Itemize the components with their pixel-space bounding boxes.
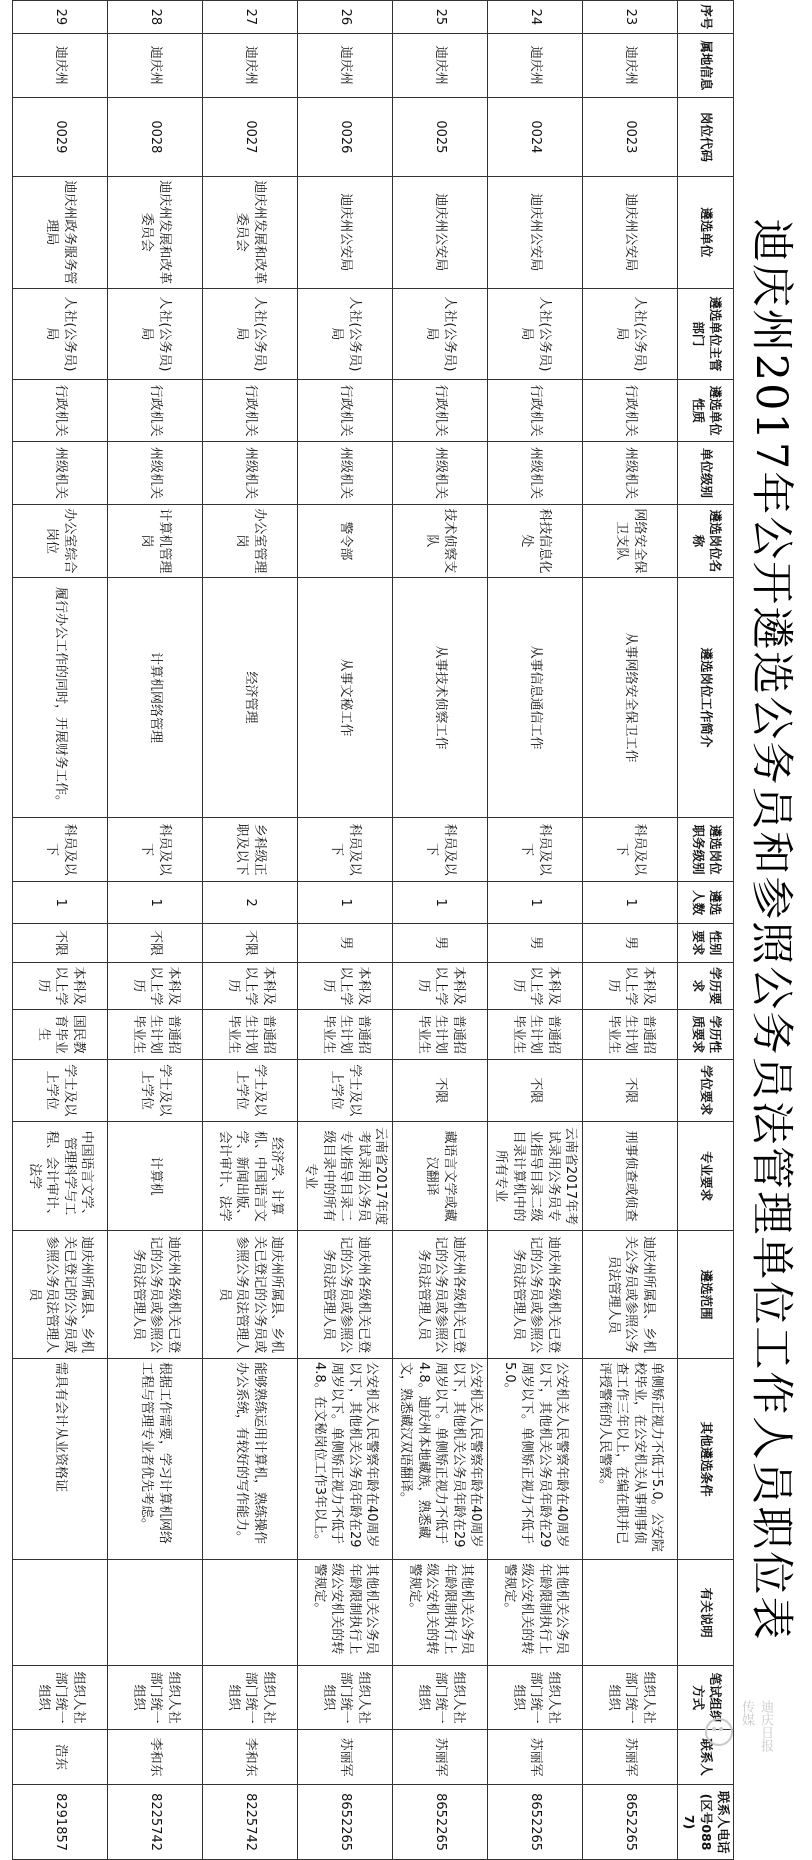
cell-major: 云南省2017年度考试录用公务员专业指导目录二级目录中的所有专业 bbox=[298, 1121, 393, 1230]
cell-count: 1 bbox=[298, 882, 393, 924]
cell-education: 本科及以上学历 bbox=[108, 962, 203, 1010]
cell-description: 从事网络安全保卫工作 bbox=[583, 578, 678, 818]
cell-education: 本科及以上学历 bbox=[13, 962, 108, 1010]
cell-edu-type: 普通招生计划毕业生 bbox=[393, 1010, 488, 1059]
cell-other: 需具有会计从业资格证 bbox=[13, 1359, 108, 1560]
cell-major: 计算机 bbox=[108, 1121, 203, 1230]
cell-other: 能够熟练运用计算机，熟练操作办公系统，有较好的写作能力。 bbox=[203, 1359, 298, 1560]
header-cell-nature: 遴选单位性质 bbox=[678, 380, 734, 442]
cell-phone: 8652265 bbox=[393, 1785, 488, 1860]
document-title: 迪庆州2017年公开遴选公务员和参照公务员法管理单位工作人员职位表 bbox=[746, 218, 796, 1642]
table-row bbox=[203, 1, 298, 1860]
cell-level: 州级机关 bbox=[13, 442, 108, 504]
cell-edu-type: 普通招生计划毕业生 bbox=[488, 1010, 583, 1059]
header-cell-location: 属地信息 bbox=[678, 33, 734, 97]
cell-level: 州级机关 bbox=[583, 442, 678, 504]
header-cell-notes: 有关说明 bbox=[678, 1560, 734, 1666]
cell-code: 0024 bbox=[488, 97, 583, 176]
cell-degree: 不限 bbox=[488, 1059, 583, 1121]
cell-seq: 28 bbox=[108, 1, 203, 34]
cell-description: 从事信息通信工作 bbox=[488, 578, 583, 818]
cell-exam: 组织人社部门统一组织 bbox=[393, 1666, 488, 1730]
header-cell-rank: 遴选岗位职务级别 bbox=[678, 818, 734, 882]
cell-major: 经济学、计算机、中国语言文学、新闻出版、会计审计、法学 bbox=[203, 1121, 298, 1230]
watermark-text: 迪庆日报传媒 bbox=[739, 1700, 773, 1752]
cell-contact: 苏丽军 bbox=[298, 1730, 393, 1785]
cell-degree: 学士及以上学位 bbox=[203, 1059, 298, 1121]
cell-rank: 科员及以下 bbox=[13, 818, 108, 882]
header-cell-position: 遴选岗位名称 bbox=[678, 504, 734, 577]
table-row bbox=[583, 1, 678, 1860]
cell-scope: 迪庆州所属县、乡机关公务员或参照公务员法管理人员 bbox=[583, 1231, 678, 1359]
cell-description: 计算机网络管理 bbox=[108, 578, 203, 818]
cell-code: 0025 bbox=[393, 97, 488, 176]
cell-position: 办公室综合岗位 bbox=[13, 504, 108, 577]
cell-scope: 迪庆州所属县、乡机关已登记的公务员或参照公务员法管理人员 bbox=[13, 1231, 108, 1359]
cell-count: 1 bbox=[488, 882, 583, 924]
cell-nature: 行政机关 bbox=[203, 380, 298, 442]
cell-notes bbox=[583, 1560, 678, 1666]
cell-other: 公安机关人民警察年龄在40周岁以下，其他机关公务员年龄在29周岁以下。单侧矫正视力不低于5.0。 bbox=[488, 1359, 583, 1560]
cell-contact: 浩东 bbox=[13, 1730, 108, 1785]
cell-count: 1 bbox=[108, 882, 203, 924]
cell-gender: 不限 bbox=[203, 924, 298, 962]
cell-notes bbox=[108, 1560, 203, 1666]
cell-exam: 组织人社部门统一组织 bbox=[203, 1666, 298, 1730]
cell-level: 州级机关 bbox=[203, 442, 298, 504]
cell-dept: 人社(公务员)局 bbox=[13, 288, 108, 379]
cell-location: 迪庆州 bbox=[488, 33, 583, 97]
cell-gender: 男 bbox=[298, 924, 393, 962]
cell-gender: 男 bbox=[583, 924, 678, 962]
cell-position: 警令部 bbox=[298, 504, 393, 577]
cell-degree: 学士及以上学位 bbox=[298, 1059, 393, 1121]
header-cell-contact: 联系人 bbox=[678, 1730, 734, 1785]
cell-contact: 李和东 bbox=[203, 1730, 298, 1785]
cell-phone: 8652265 bbox=[298, 1785, 393, 1860]
table-row bbox=[298, 1, 393, 1860]
cell-rank: 科员及以下 bbox=[488, 818, 583, 882]
cell-dept: 人社(公务员)局 bbox=[583, 288, 678, 379]
cell-other: 根据工作需要，学习计算机网络工程与管理专业者优先考虑。 bbox=[108, 1359, 203, 1560]
cell-contact: 苏丽军 bbox=[583, 1730, 678, 1785]
cell-location: 迪庆州 bbox=[583, 33, 678, 97]
cell-major: 云南省2017年考试录用公务员专业指导目录二级目录计算机中的所有专业 bbox=[488, 1121, 583, 1230]
table-row bbox=[108, 1, 203, 1860]
cell-position: 办公室管理岗 bbox=[203, 504, 298, 577]
position-table bbox=[12, 0, 734, 1860]
cell-unit: 迪庆州公安局 bbox=[298, 176, 393, 288]
header-cell-degree: 学位要求 bbox=[678, 1059, 734, 1121]
cell-nature: 行政机关 bbox=[393, 380, 488, 442]
cell-seq: 29 bbox=[13, 1, 108, 34]
cell-phone: 8652265 bbox=[583, 1785, 678, 1860]
cell-degree: 不限 bbox=[393, 1059, 488, 1121]
cell-exam: 组织人社部门统一组织 bbox=[108, 1666, 203, 1730]
cell-phone: 8652265 bbox=[488, 1785, 583, 1860]
header-cell-seq: 序号 bbox=[678, 1, 734, 34]
cell-unit: 迪庆州发展和改革委员会 bbox=[203, 176, 298, 288]
header-cell-level: 单位级别 bbox=[678, 442, 734, 504]
cell-count: 1 bbox=[583, 882, 678, 924]
cell-education: 本科及以上学历 bbox=[298, 962, 393, 1010]
cell-phone: 8225742 bbox=[108, 1785, 203, 1860]
header-row bbox=[678, 1, 734, 1860]
cell-nature: 行政机关 bbox=[583, 380, 678, 442]
cell-dept: 人社(公务员)局 bbox=[108, 288, 203, 379]
cell-phone: 8291857 bbox=[13, 1785, 108, 1860]
cell-rank: 科员及以下 bbox=[583, 818, 678, 882]
header-cell-exam: 笔试组织方式 bbox=[678, 1666, 734, 1730]
cell-exam: 组织人社部门统一组织 bbox=[488, 1666, 583, 1730]
cell-dept: 人社(公务员)局 bbox=[298, 288, 393, 379]
cell-seq: 26 bbox=[298, 1, 393, 34]
cell-nature: 行政机关 bbox=[108, 380, 203, 442]
cell-edu-type: 普通招生计划毕业生 bbox=[203, 1010, 298, 1059]
header-cell-edu-type: 学历性质要求 bbox=[678, 1010, 734, 1059]
cell-contact: 苏丽军 bbox=[488, 1730, 583, 1785]
cell-contact: 苏丽军 bbox=[393, 1730, 488, 1785]
cell-scope: 迪庆州各级机关已登记的公务员或参照公务员法管理人员 bbox=[108, 1231, 203, 1359]
cell-code: 0026 bbox=[298, 97, 393, 176]
table-row bbox=[393, 1, 488, 1860]
cell-gender: 不限 bbox=[108, 924, 203, 962]
cell-unit: 迪庆州公安局 bbox=[488, 176, 583, 288]
cell-degree: 学士及以上学位 bbox=[13, 1059, 108, 1121]
header-cell-education: 学历要求 bbox=[678, 962, 734, 1010]
cell-notes bbox=[203, 1560, 298, 1666]
cell-nature: 行政机关 bbox=[13, 380, 108, 442]
cell-level: 州级机关 bbox=[108, 442, 203, 504]
cell-description: 履行办公工作的同时，开展财务工作。 bbox=[13, 578, 108, 818]
cell-position: 科技信息化处 bbox=[488, 504, 583, 577]
cell-unit: 迪庆州发展和改革委员会 bbox=[108, 176, 203, 288]
cell-degree: 不限 bbox=[583, 1059, 678, 1121]
cell-location: 迪庆州 bbox=[108, 33, 203, 97]
header-cell-dept: 遴选单位主管部门 bbox=[678, 288, 734, 379]
cell-code: 0028 bbox=[108, 97, 203, 176]
cell-unit: 迪庆州政务服务管理局 bbox=[13, 176, 108, 288]
cell-education: 本科及以上学历 bbox=[203, 962, 298, 1010]
cell-level: 州级机关 bbox=[488, 442, 583, 504]
header-cell-count: 遴选人数 bbox=[678, 882, 734, 924]
cell-major: 刑事侦查或侦查 bbox=[583, 1121, 678, 1230]
cell-count: 2 bbox=[203, 882, 298, 924]
header-cell-description: 遴选岗位工作简介 bbox=[678, 578, 734, 818]
header-cell-gender: 性别要求 bbox=[678, 924, 734, 962]
cell-gender: 男 bbox=[393, 924, 488, 962]
cell-rank: 科员及以下 bbox=[393, 818, 488, 882]
cell-edu-type: 普通招生计划毕业生 bbox=[583, 1010, 678, 1059]
cell-rank: 科员及以下 bbox=[108, 818, 203, 882]
cell-seq: 27 bbox=[203, 1, 298, 34]
cell-exam: 组织人社部门统一组织 bbox=[298, 1666, 393, 1730]
cell-notes: 其他机关公务员年龄限制执行上级公安机关的转警规定。 bbox=[488, 1560, 583, 1666]
cell-scope: 迪庆州所属县、乡机关已登记的公务员或参照公务员法管理人员 bbox=[203, 1231, 298, 1359]
cell-scope: 迪庆州各级机关已登记的公务员或参照公务员法管理人员 bbox=[393, 1231, 488, 1359]
cell-rank: 科员及以下 bbox=[298, 818, 393, 882]
cell-description: 从事技术侦察工作 bbox=[393, 578, 488, 818]
cell-nature: 行政机关 bbox=[488, 380, 583, 442]
cell-scope: 迪庆州各级机关已登记的公务员或参照公务员法管理人员 bbox=[298, 1231, 393, 1359]
wechat-icon bbox=[705, 1718, 733, 1746]
cell-exam: 组织人社部门统一组织 bbox=[13, 1666, 108, 1730]
cell-major: 藏语言文学或藏汉翻译 bbox=[393, 1121, 488, 1230]
cell-position: 网络安全保卫支队 bbox=[583, 504, 678, 577]
cell-scope: 迪庆州各级机关已登记的公务员或参照公务员法管理人员 bbox=[488, 1231, 583, 1359]
cell-position: 技术侦察支队 bbox=[393, 504, 488, 577]
header-cell-scope: 遴选范围 bbox=[678, 1231, 734, 1359]
cell-location: 迪庆州 bbox=[203, 33, 298, 97]
cell-seq: 23 bbox=[583, 1, 678, 34]
cell-level: 州级机关 bbox=[393, 442, 488, 504]
cell-unit: 迪庆州公安局 bbox=[583, 176, 678, 288]
cell-location: 迪庆州 bbox=[393, 33, 488, 97]
cell-education: 本科及以上学历 bbox=[393, 962, 488, 1010]
cell-location: 迪庆州 bbox=[13, 33, 108, 97]
header-cell-unit: 遴选单位 bbox=[678, 176, 734, 288]
cell-description: 从事文秘工作 bbox=[298, 578, 393, 818]
header-cell-phone: 联系人电话(区号0887) bbox=[678, 1785, 734, 1860]
cell-description: 经济管理 bbox=[203, 578, 298, 818]
cell-nature: 行政机关 bbox=[298, 380, 393, 442]
cell-gender: 不限 bbox=[13, 924, 108, 962]
cell-other: 公安机关人民警察年龄在40周岁以下，其他机关公务员年龄在29周岁以下。单侧矫正视力不低于4.8。迪庆州本地藏族，熟悉藏文，熟悉藏汉双语翻译。 bbox=[393, 1359, 488, 1560]
cell-notes: 其他机关公务员年龄限制执行上级公安机关的转警规定。 bbox=[298, 1560, 393, 1666]
cell-education: 本科及以上学历 bbox=[583, 962, 678, 1010]
watermark bbox=[705, 1700, 809, 1764]
cell-unit: 迪庆州公安局 bbox=[393, 176, 488, 288]
cell-major: 中国语言文学、管理科学与工程、会计审计、法学 bbox=[13, 1121, 108, 1230]
cell-code: 0029 bbox=[13, 97, 108, 176]
cell-exam: 组织人社部门统一组织 bbox=[583, 1666, 678, 1730]
header-cell-code: 岗位代码 bbox=[678, 97, 734, 176]
cell-edu-type: 普通招生计划毕业生 bbox=[108, 1010, 203, 1059]
cell-gender: 男 bbox=[488, 924, 583, 962]
cell-edu-type: 普通招生计划毕业生 bbox=[298, 1010, 393, 1059]
cell-contact: 李和东 bbox=[108, 1730, 203, 1785]
cell-other: 公安机关人民警察年龄在40周岁以下，其他机关公务员年龄在29周岁以下。单侧矫正视力不低于4.8。在文秘岗位工作3年以上。 bbox=[298, 1359, 393, 1560]
cell-dept: 人社(公务员)局 bbox=[488, 288, 583, 379]
cell-notes: 其他机关公务员年龄限制执行上级公安机关的转警规定。 bbox=[393, 1560, 488, 1666]
cell-count: 1 bbox=[13, 882, 108, 924]
cell-level: 州级机关 bbox=[298, 442, 393, 504]
cell-dept: 人社(公务员)局 bbox=[393, 288, 488, 379]
cell-edu-type: 国民教育毕业生 bbox=[13, 1010, 108, 1059]
cell-notes bbox=[13, 1560, 108, 1666]
cell-degree: 学士及以上学位 bbox=[108, 1059, 203, 1121]
cell-location: 迪庆州 bbox=[298, 33, 393, 97]
cell-code: 0023 bbox=[583, 97, 678, 176]
cell-education: 本科及以上学历 bbox=[488, 962, 583, 1010]
cell-other: 单侧矫正视力不低于5.0。公安院校毕业，在公安机关从事刑事侦查工作三年以上，在编在职并已评授警衔的人民警察。 bbox=[583, 1359, 678, 1560]
cell-seq: 25 bbox=[393, 1, 488, 34]
cell-phone: 8225742 bbox=[203, 1785, 298, 1860]
cell-count: 1 bbox=[393, 882, 488, 924]
cell-seq: 24 bbox=[488, 1, 583, 34]
table-row bbox=[488, 1, 583, 1860]
header-cell-major: 专业要求 bbox=[678, 1121, 734, 1230]
cell-rank: 乡科级正职及以下 bbox=[203, 818, 298, 882]
cell-position: 计算机管理岗 bbox=[108, 504, 203, 577]
cell-code: 0027 bbox=[203, 97, 298, 176]
table-row bbox=[13, 1, 108, 1860]
cell-dept: 人社(公务员)局 bbox=[203, 288, 298, 379]
header-cell-other: 其他遴选条件 bbox=[678, 1359, 734, 1560]
